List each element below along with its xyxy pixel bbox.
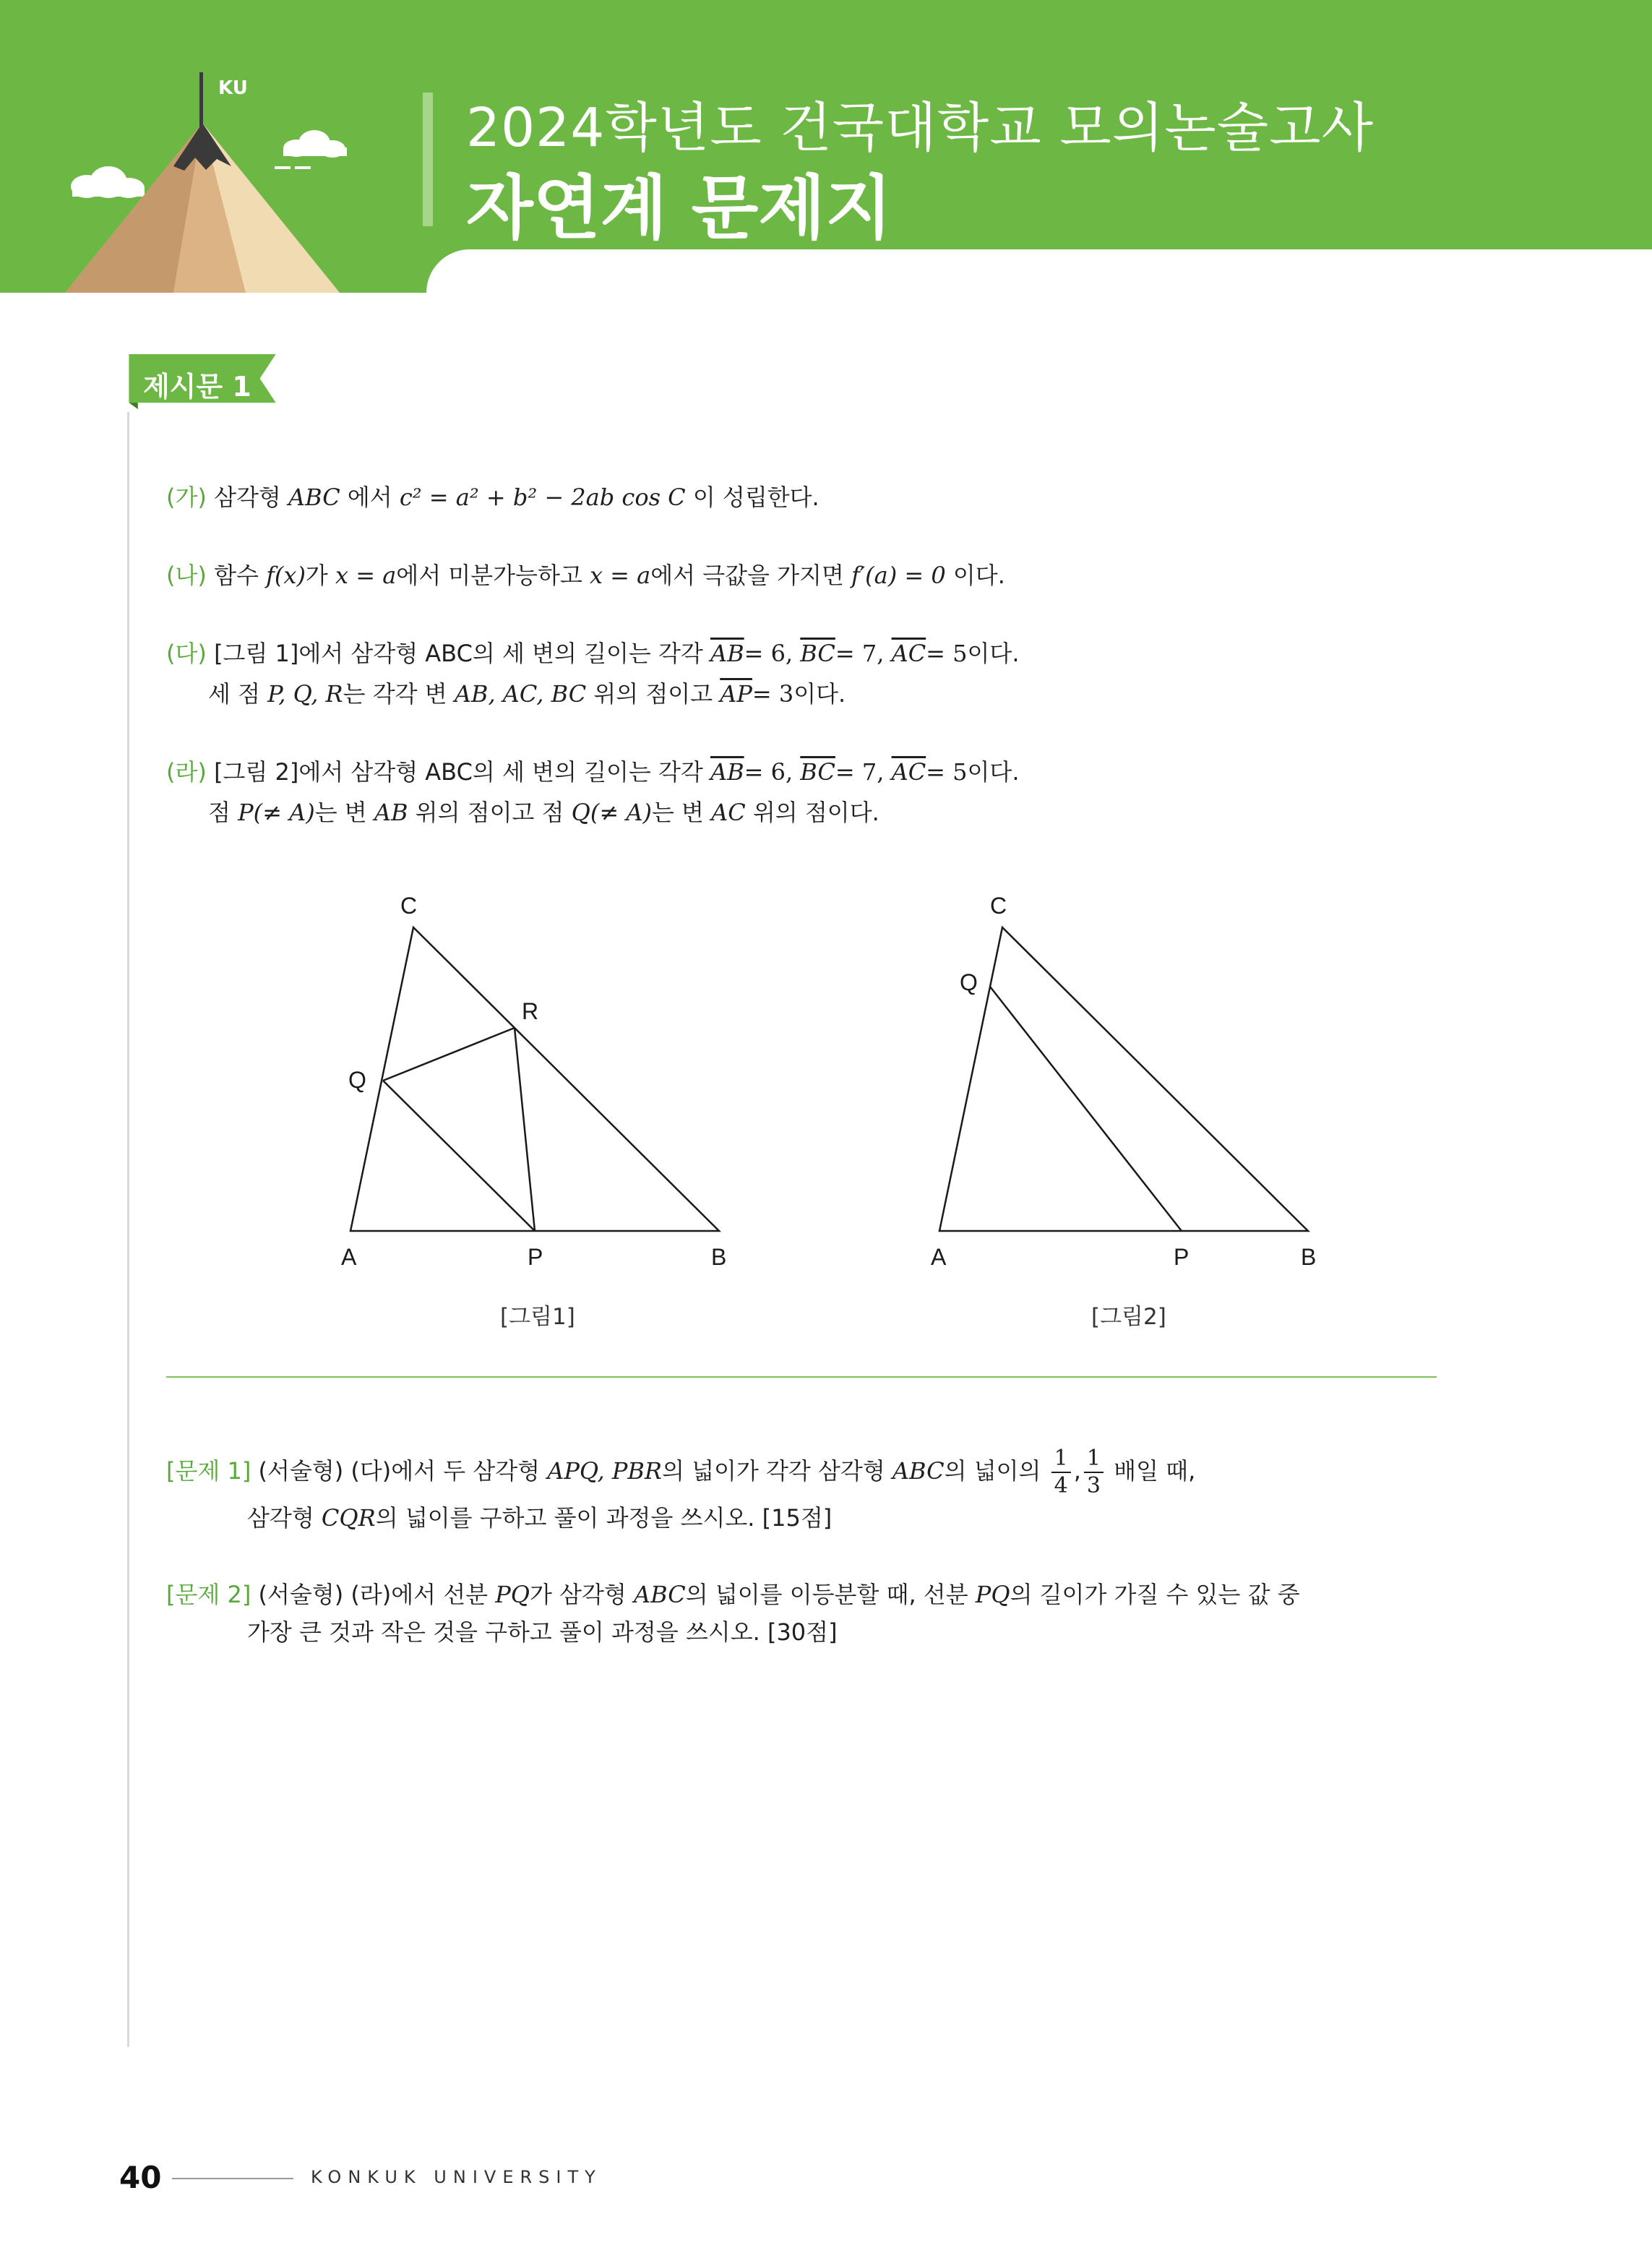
exam-subtitle: 자연계 문제지 [466,168,892,249]
segment-qr [383,1028,515,1081]
fraction-one-quarter: $\frac{1}{4}$ [1051,1446,1071,1499]
vertex-label-c: C [990,893,1007,919]
left-margin-rule [127,412,129,2047]
passage-label: (가) [166,484,207,511]
svg-text:KU: KU [218,77,248,99]
problem-label: [문제 2] [166,1581,251,1608]
point-label-q: Q [960,969,978,995]
passage-ra-line2: 점 P(≠ A)는 변 AB 위의 점이고 점 Q(≠ A)는 변 AC 위의 점이다. [208,799,879,826]
law-of-cosines-formula: c² = a² + b² − 2ab cos C [399,484,686,511]
passage-label: (다) [166,640,207,667]
figure-1-caption: [그림1] [500,1304,575,1330]
passage-na: (나) 함수 f(x)가 x = a에서 미분가능하고 x = a에서 극값을 가지면 f′(a) = 0 이다. [166,562,1005,589]
section-divider [166,1376,1437,1378]
vertex-label-b: B [711,1244,727,1270]
vertex-label-b: B [1301,1244,1317,1270]
problem-2-line1: [문제 2] (서술형) (라)에서 선분 PQ가 삼각형 ABC의 넓이를 이등분할 때, 선분 PQ의 길이가 가질 수 있는 값 중 [166,1581,1300,1608]
title-accent-bar [423,93,433,226]
vertex-label-c: C [400,893,418,919]
segment-pq [990,987,1182,1231]
section-tag-label: 제시문 1 [143,371,251,403]
passage-da-line1: (다) [그림 1]에서 삼각형 ABC의 세 변의 길이는 각각 $\overline{AB}= 6$, $\overline{BC}= 7$, $\overline{AC}= 5$이다. [166,640,1020,667]
passage-da-line2: 세 점 P, Q, R는 각각 변 AB, AC, BC 위의 점이고 $\overline{AP}= 3$이다. [208,680,846,708]
passage-label: (나) [166,562,207,589]
problem-1 [166,1446,1195,1537]
passage-label: (라) [166,758,207,786]
problem-label: [문제 1] [166,1457,251,1485]
problem-2 [166,1576,1300,1651]
vertex-label-a: A [341,1244,357,1270]
passage-ra-line1: (라) [그림 2]에서 삼각형 ABC의 세 변의 길이는 각각 $\overline{AB}= 6$, $\overline{BC}= 7$, $\overline{AC}= 5$이다. [166,758,1020,786]
footer-university: KONKUK UNIVERSITY [311,2167,602,2187]
exam-title: 2024학년도 건국대학교 모의논술고사 [466,97,1374,159]
segment-rp [515,1028,535,1231]
mountain-logo-icon [58,22,376,296]
point-label-p: P [528,1244,543,1270]
passage-ra [166,752,1020,833]
header-notch [426,249,1652,300]
triangle-abc [939,927,1308,1231]
figure-2-triangle-diagram [911,882,1344,1287]
segment-qp [383,1081,535,1231]
triangle-abc [350,927,719,1231]
fraction-one-third: $\frac{1}{3}$ [1084,1446,1104,1499]
passage-ga: (가) 삼각형 ABC 에서 c² = a² + b² − 2ab cos C 이 성립한다. [166,484,819,511]
problem-2-line2: 가장 큰 것과 작은 것을 구하고 풀이 과정을 쓰시오. [30점] [247,1618,838,1646]
figure-1-triangle-diagram [318,882,752,1287]
vertex-label-a: A [931,1244,947,1270]
point-label-r: R [522,998,539,1024]
point-label-p: P [1174,1244,1189,1270]
problem-1-line1: [문제 1] (서술형) (다)에서 두 삼각형 APQ, PBR의 넓이가 각각 삼각형 ABC의 넓이의 $\frac{1}{4}$ , $\frac{1}{3}$ 배일 때, [166,1446,1196,1498]
figure-2-caption: [그림2] [1091,1304,1166,1330]
footer-rule [172,2178,293,2179]
problem-1-line2: 삼각형 CQR의 넓이를 구하고 풀이 과정을 쓰시오. [15점] [247,1504,833,1532]
point-label-q: Q [348,1067,366,1093]
page-number: 40 [119,2160,162,2195]
passage-da [166,633,1020,714]
